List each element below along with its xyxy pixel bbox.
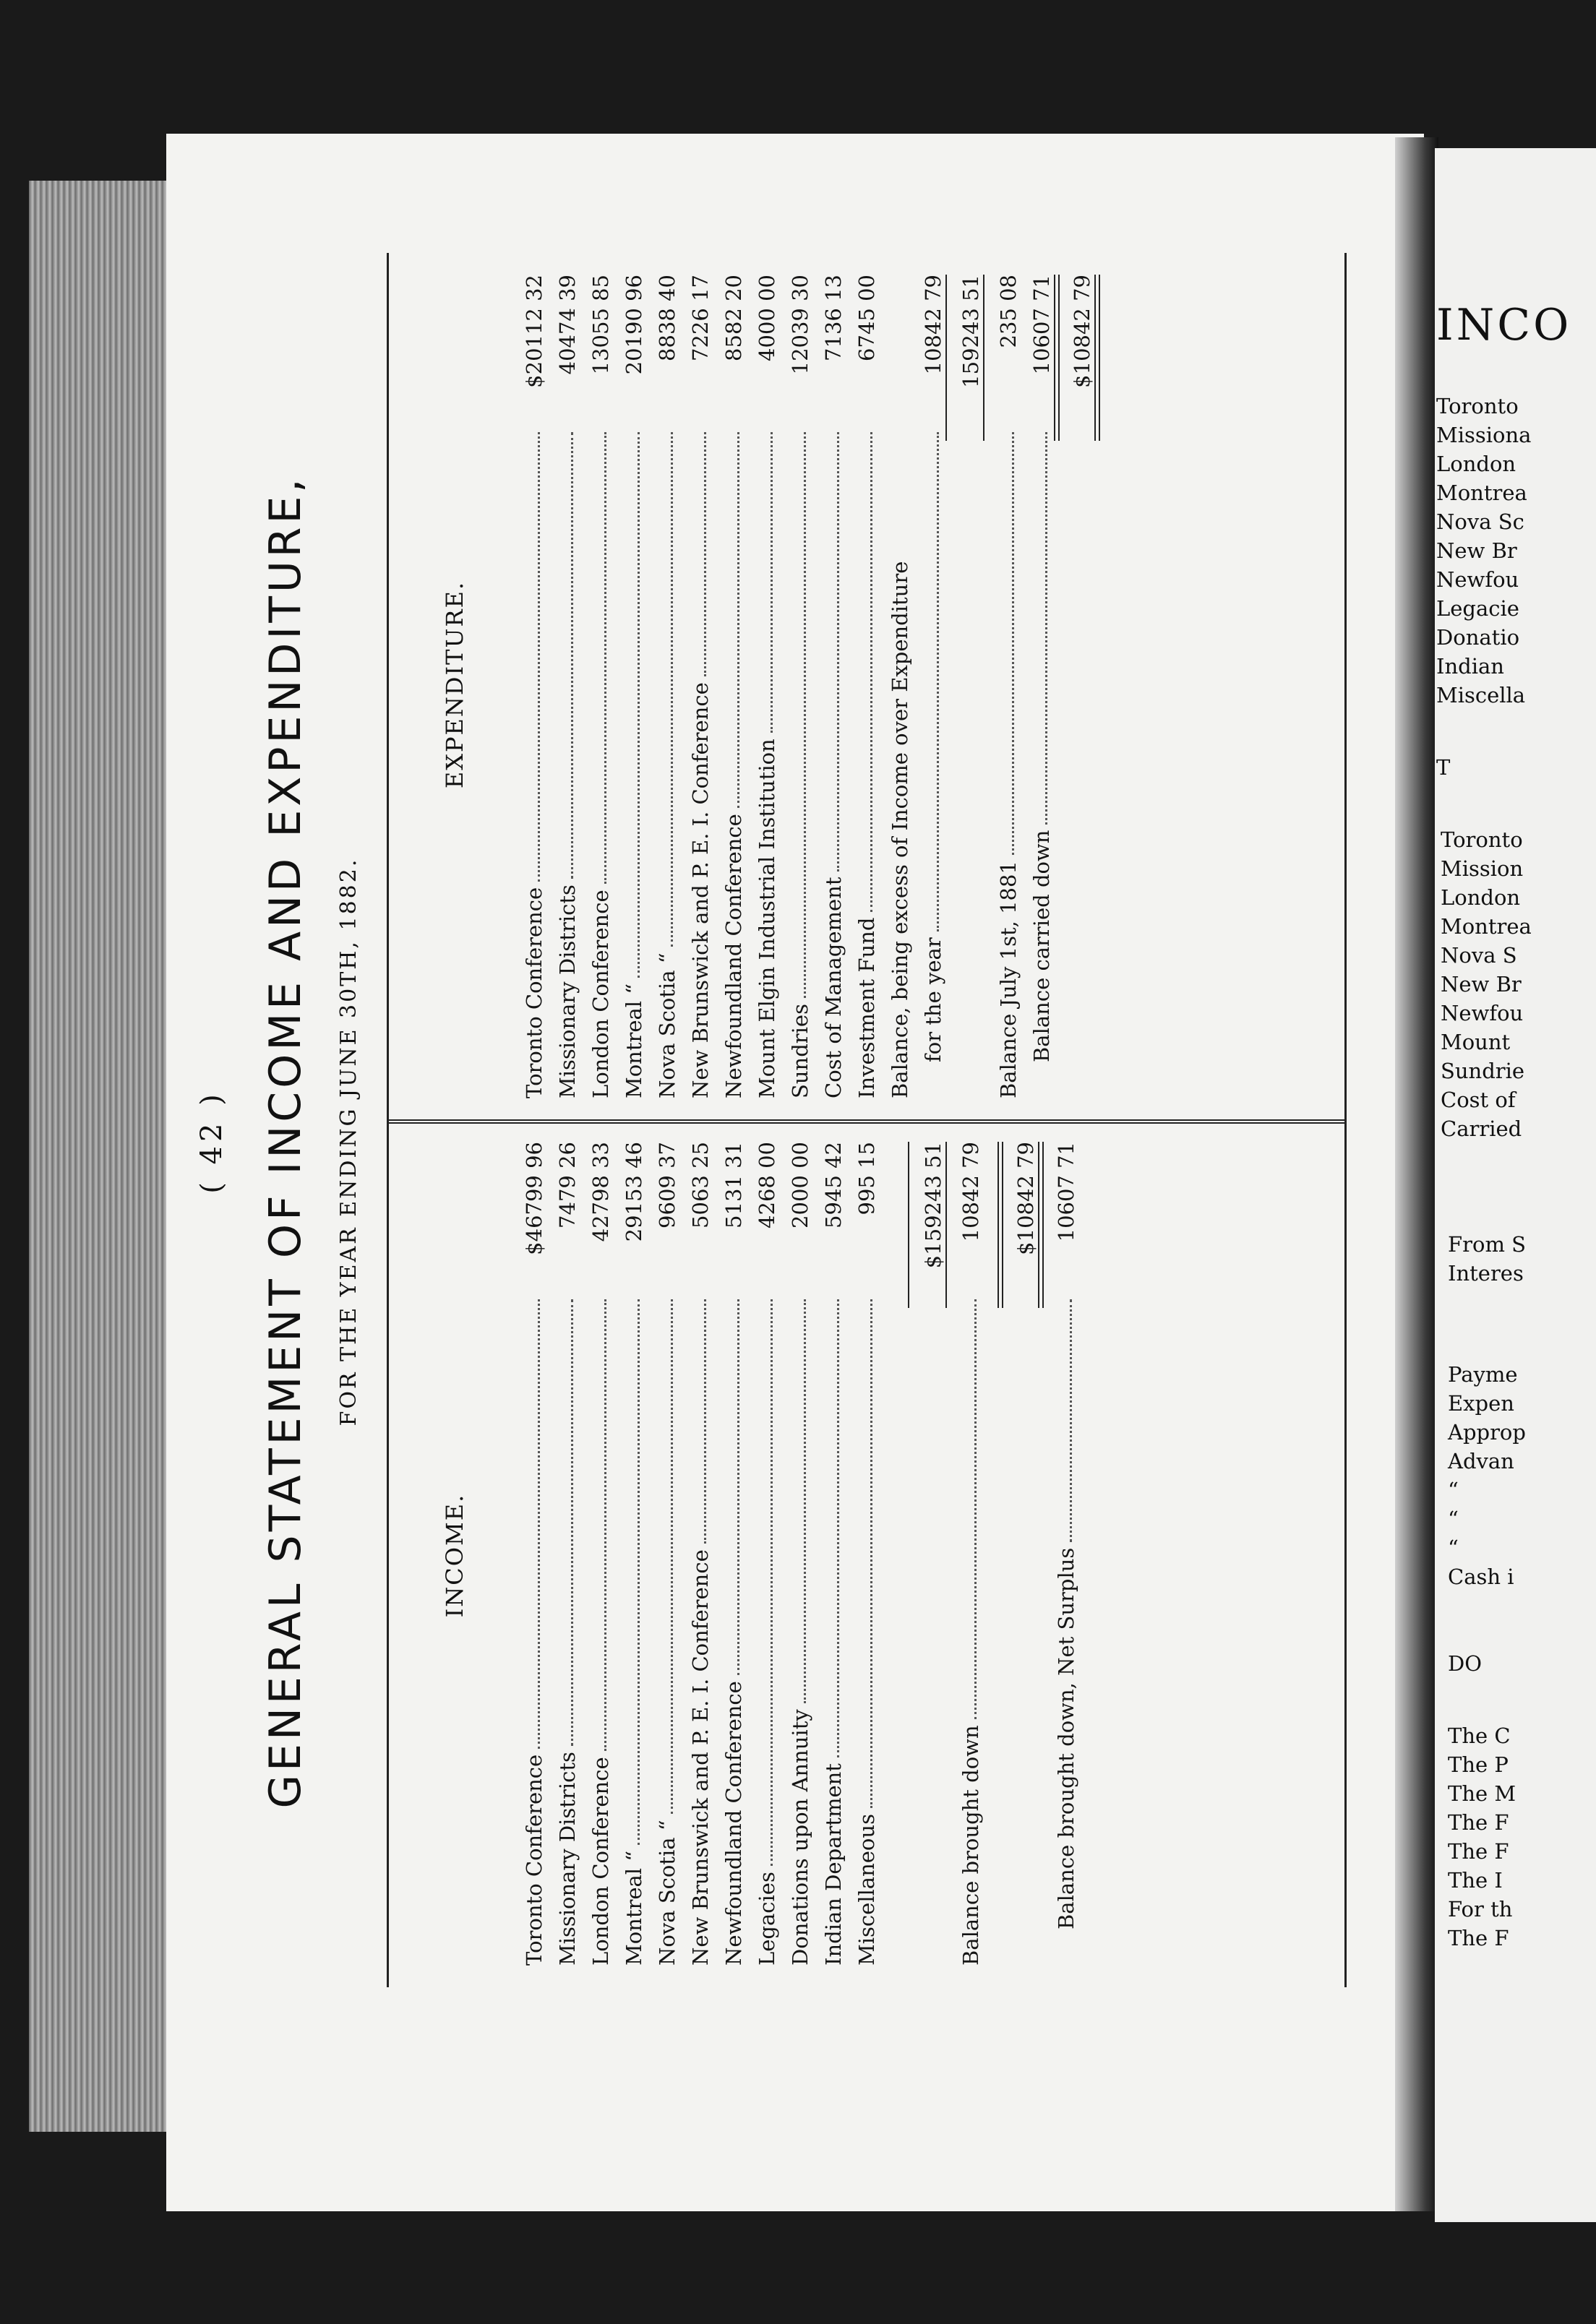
row-label: Mount Elgin Industrial Institution <box>755 739 780 1098</box>
row-label: New Brunswick and P. E. I. Conference <box>688 1549 713 1966</box>
row-label: Balance carried down <box>1029 830 1055 1062</box>
row-label: London Conference <box>588 890 614 1098</box>
right-page-line: From S <box>1448 1232 1527 1257</box>
right-page-line: Mount <box>1441 1030 1511 1054</box>
right-page-line: Legacie <box>1436 596 1519 621</box>
right-page-line: Indian <box>1436 654 1504 679</box>
table-row <box>546 1142 580 1966</box>
row-amount: 7479 26 <box>555 1142 580 1228</box>
row-amount: 40474 39 <box>555 275 580 375</box>
table-row <box>846 275 879 1098</box>
right-page-line: “ <box>1448 1507 1459 1531</box>
income-total2-row <box>1005 1142 1038 1966</box>
table-row <box>580 275 613 1098</box>
table-row <box>713 275 746 1098</box>
right-page-line: Donatio <box>1436 625 1520 650</box>
right-page-line: Miscella <box>1436 683 1526 707</box>
expenditure-balance-july-row <box>987 275 1021 1098</box>
row-label: Cost of Management <box>821 877 846 1098</box>
right-page-line: For th <box>1448 1897 1513 1921</box>
row-amount: 5063 25 <box>688 1142 713 1228</box>
right-page-line: T <box>1436 755 1451 780</box>
table-row <box>546 275 580 1098</box>
table-bottom-rule <box>1344 253 1347 1987</box>
book-page-edges <box>29 181 181 2132</box>
table-row <box>713 1142 746 1966</box>
right-page-line: Cost of <box>1441 1088 1516 1112</box>
row-label: Newfoundland Conference <box>721 814 747 1098</box>
table-row <box>746 1142 779 1966</box>
table-row <box>613 275 646 1098</box>
row-label: Investment Fund <box>854 917 880 1098</box>
row-amount: 995 15 <box>854 1142 880 1215</box>
right-page-line: Toronto <box>1441 827 1523 852</box>
right-page-line: The P <box>1448 1752 1509 1777</box>
row-amount: 20190 96 <box>622 275 647 375</box>
right-page-line: Interes <box>1448 1261 1524 1286</box>
right-page-line: New Br <box>1436 538 1517 563</box>
right-page-line: The C <box>1448 1723 1511 1748</box>
row-amount: 8838 40 <box>655 275 680 361</box>
table-row <box>679 275 713 1098</box>
table-row <box>513 275 546 1098</box>
expenditure-carried-down-row <box>1021 275 1054 1098</box>
right-page-line: New Br <box>1441 972 1522 997</box>
right-page-line: Payme <box>1448 1362 1518 1387</box>
income-total: $159243 51 <box>921 1142 946 1269</box>
right-page-line: Nova S <box>1441 943 1517 968</box>
row-label: New Brunswick and P. E. I. Conference <box>688 682 713 1098</box>
table-row <box>613 1142 646 1966</box>
row-amount: 235 08 <box>996 275 1021 348</box>
right-page-line: The M <box>1448 1781 1516 1806</box>
row-amount: 10607 71 <box>1054 1142 1079 1242</box>
right-page-line: “ <box>1448 1478 1459 1502</box>
row-amount: 10842 79 <box>958 1142 984 1242</box>
right-page-line: Cash i <box>1448 1565 1514 1589</box>
row-label: Sundries <box>788 1004 813 1098</box>
row-amount: 12039 30 <box>788 275 813 375</box>
income-brought-down-row <box>950 1142 983 1966</box>
right-page-line: Newfou <box>1441 1001 1524 1025</box>
row-amount: 2000 00 <box>788 1142 813 1228</box>
row-label: Nova Scotia “ <box>655 952 680 1098</box>
table-row <box>779 275 812 1098</box>
table-row <box>812 275 846 1098</box>
page-number: ( 42 ) <box>195 1090 228 1194</box>
page-title: GENERAL STATEMENT OF INCOME AND EXPENDITURE, <box>260 475 311 1809</box>
row-amount: 10842 79 <box>921 275 946 375</box>
page-subtitle: FOR THE YEAR ENDING JUNE 30TH, 1882. <box>336 857 361 1426</box>
row-amount: 5945 42 <box>821 1142 846 1228</box>
row-amount: 8582 20 <box>721 275 747 361</box>
right-page-line: Advan <box>1448 1449 1514 1473</box>
right-page-line: The F <box>1448 1926 1509 1950</box>
row-label: Missionary Districts <box>555 1752 580 1966</box>
right-page-line: The F <box>1448 1810 1509 1835</box>
row-label: Toronto Conference <box>522 887 547 1098</box>
row-label: Newfoundland Conference <box>721 1681 747 1966</box>
row-label: Legacies <box>755 1872 780 1966</box>
right-page-line: DO <box>1448 1651 1483 1676</box>
right-page-line: Montrea <box>1436 481 1527 505</box>
right-page-line: Newfou <box>1436 567 1519 592</box>
row-label: Nova Scotia “ <box>655 1820 680 1966</box>
expenditure-total: 159243 51 <box>958 275 984 388</box>
expenditure-excess-row-2 <box>912 275 945 1098</box>
expenditure-column <box>513 275 1102 1098</box>
expenditure-heading: EXPENDITURE. <box>441 580 468 789</box>
row-label: Balance brought down, Net Surplus <box>1054 1547 1079 1929</box>
right-page-line: Missiona <box>1436 423 1532 447</box>
row-amount: $20112 32 <box>522 275 547 388</box>
income-total-row <box>912 1142 945 1966</box>
row-amount: 13055 85 <box>588 275 614 375</box>
right-page-line: The F <box>1448 1839 1509 1864</box>
expenditure-total2: $10842 79 <box>1070 275 1095 388</box>
row-label: London Conference <box>588 1757 614 1966</box>
income-heading: INCOME. <box>441 1493 468 1618</box>
table-row <box>812 1142 846 1966</box>
income-total2: $10842 79 <box>1013 1142 1039 1255</box>
row-amount: 42798 33 <box>588 1142 614 1242</box>
table-row <box>513 1142 546 1966</box>
row-label: Montreal “ <box>622 1850 647 1966</box>
right-page-line: Mission <box>1441 856 1524 881</box>
right-page-line: London <box>1441 885 1521 910</box>
table-row <box>679 1142 713 1966</box>
row-amount: 10607 71 <box>1029 275 1055 375</box>
right-page-line: “ <box>1448 1536 1459 1560</box>
right-page-line: The I <box>1448 1868 1503 1893</box>
expenditure-excess-row <box>879 275 912 1098</box>
right-page-line: Toronto <box>1436 394 1519 418</box>
row-amount: 4000 00 <box>755 275 780 361</box>
right-page <box>1435 148 1596 2222</box>
table-row <box>846 1142 879 1966</box>
right-page-line: Expen <box>1448 1391 1514 1416</box>
row-amount: 7136 13 <box>821 275 846 361</box>
right-page-line: Carried <box>1441 1116 1522 1141</box>
expenditure-total-row <box>950 275 983 1098</box>
statement-content <box>166 202 1438 2081</box>
expenditure-total2-row <box>1061 275 1094 1098</box>
income-net-surplus-row <box>1045 1142 1078 1966</box>
table-row <box>746 275 779 1098</box>
row-amount: 7226 17 <box>688 275 713 361</box>
table-row <box>779 1142 812 1966</box>
row-amount: 5131 31 <box>721 1142 747 1228</box>
right-page-line: Montrea <box>1441 914 1532 939</box>
right-page-line: Approp <box>1448 1420 1526 1445</box>
row-label: Montreal “ <box>622 983 647 1098</box>
row-amount: $46799 96 <box>522 1142 547 1255</box>
column-divider <box>387 1119 1344 1124</box>
row-amount: 6745 00 <box>854 275 880 361</box>
row-label: Balance brought down <box>958 1725 984 1966</box>
table-row <box>646 275 679 1098</box>
row-label: Balance, being excess of Income over Expenditure <box>888 561 913 1098</box>
table-row <box>646 1142 679 1966</box>
row-label: Balance July 1st, 1881 <box>996 861 1021 1098</box>
row-label: Missionary Districts <box>555 885 580 1098</box>
income-column <box>513 1142 1078 1966</box>
row-label: Donations upon Annuity <box>788 1709 813 1966</box>
row-amount: 9609 37 <box>655 1142 680 1228</box>
row-label: Toronto Conference <box>522 1754 547 1966</box>
row-label: Indian Department <box>821 1763 846 1966</box>
row-amount: 29153 46 <box>622 1142 647 1242</box>
row-label: Miscellaneous <box>854 1814 880 1966</box>
right-page-heading: INCO <box>1436 300 1572 350</box>
right-page-line: Nova Sc <box>1436 509 1524 534</box>
right-page-line: London <box>1436 452 1516 476</box>
table-row <box>580 1142 613 1966</box>
right-page-line: Sundrie <box>1441 1059 1525 1083</box>
row-amount: 4268 00 <box>755 1142 780 1228</box>
row-label: for the year <box>921 937 946 1062</box>
